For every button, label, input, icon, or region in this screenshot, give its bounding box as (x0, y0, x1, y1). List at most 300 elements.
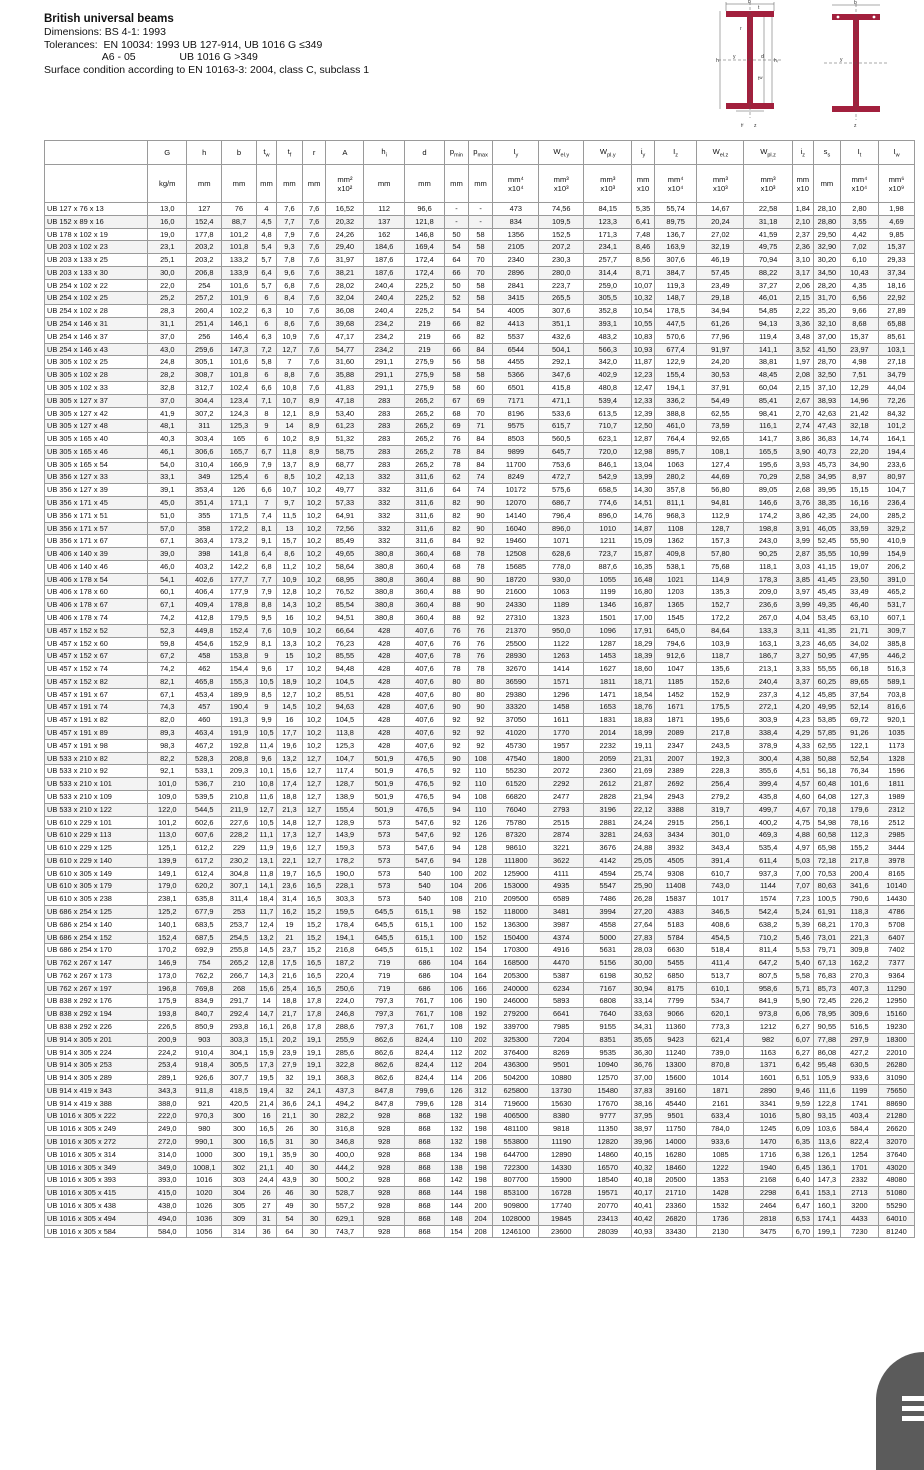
value-cell: 7,9 (277, 228, 303, 241)
value-cell: 547,6 (404, 854, 444, 867)
value-cell: 54,98 (813, 816, 840, 829)
value-cell: 21 (277, 931, 303, 944)
value-cell: 49 (277, 1199, 303, 1212)
value-cell: 8,9 (302, 458, 326, 471)
value-cell: 12,7 (302, 816, 326, 829)
value-cell: 15,2 (302, 918, 326, 931)
value-cell: 104,5 (326, 675, 364, 688)
value-cell: 189,9 (222, 688, 257, 701)
value-cell: 7640 (584, 1008, 632, 1021)
value-cell: 60,58 (813, 829, 840, 842)
value-cell: 82 (445, 509, 469, 522)
column-header-4 (256, 141, 276, 165)
value-cell: 2360 (584, 765, 632, 778)
column-unit-8 (364, 165, 404, 203)
value-cell: 236,6 (744, 599, 792, 612)
value-cell: 920,1 (878, 714, 914, 727)
value-cell: 1940 (744, 1161, 792, 1174)
value-cell: 460 (187, 714, 222, 727)
value-cell: 7,8 (277, 254, 303, 267)
value-cell: 283 (364, 445, 404, 458)
value-cell: 540 (404, 880, 444, 893)
value-cell: 1346 (584, 599, 632, 612)
value-cell: 10940 (584, 1059, 632, 1072)
value-cell: 102 (445, 944, 469, 957)
value-cell: 87320 (493, 829, 539, 842)
column-header-20 (813, 141, 840, 165)
value-cell: 12,29 (840, 381, 878, 394)
value-cell: 1085 (697, 1148, 744, 1161)
value-cell: 243,0 (744, 535, 792, 548)
designation-cell: UB 914 x 305 x 201 (45, 1033, 148, 1046)
value-cell: 26620 (878, 1123, 914, 1136)
column-symbol-subscript: s (827, 152, 831, 159)
value-cell: 1365 (654, 599, 697, 612)
value-cell: 428 (364, 637, 404, 650)
value-cell: 12,39 (632, 407, 654, 420)
value-cell: 32 (277, 1084, 303, 1097)
value-cell: 152 (468, 905, 493, 918)
table-row (45, 522, 915, 535)
value-cell: 428 (364, 739, 404, 752)
value-cell: 21,1 (256, 1161, 276, 1174)
value-cell: 24,00 (840, 509, 878, 522)
value-cell: 6 (256, 471, 276, 484)
value-cell: 2389 (654, 765, 697, 778)
value-cell: 229 (222, 842, 257, 855)
table-row (45, 369, 915, 382)
value-cell: 230,3 (539, 254, 584, 267)
value-cell: 85,41 (744, 394, 792, 407)
value-cell: 18,99 (632, 727, 654, 740)
value-cell: 293,8 (222, 1021, 257, 1034)
table-row (45, 918, 915, 931)
value-cell: 19,11 (632, 739, 654, 752)
designation-cell: UB 914 x 305 x 289 (45, 1072, 148, 1085)
value-cell: 797,3 (364, 1008, 404, 1021)
designation-cell: UB 686 x 254 x 140 (45, 918, 148, 931)
value-cell: 406500 (493, 1110, 539, 1123)
value-cell: 1010 (584, 522, 632, 535)
value-cell: 240,4 (364, 279, 404, 292)
value-cell: 384,7 (654, 266, 697, 279)
value-cell: 21370 (493, 624, 539, 637)
value-cell: 415,8 (539, 381, 584, 394)
value-cell: 11,7 (256, 905, 276, 918)
value-cell: 85,49 (326, 535, 364, 548)
value-cell: 10140 (878, 880, 914, 893)
value-cell: 154,4 (222, 663, 257, 676)
value-cell: 23,7 (277, 944, 303, 957)
value-cell: 457 (187, 701, 222, 714)
value-cell: 216,8 (326, 944, 364, 957)
value-cell: 933,6 (697, 1136, 744, 1149)
value-cell: 89,05 (744, 484, 792, 497)
value-cell: 119,3 (654, 279, 697, 292)
value-cell: 610,1 (697, 982, 744, 995)
value-cell: 61,23 (326, 420, 364, 433)
value-cell: 32,19 (697, 241, 744, 254)
column-symbol: I (673, 146, 676, 156)
value-cell: 12,7 (302, 752, 326, 765)
column-unit: mm (307, 179, 321, 188)
value-cell: 4,23 (792, 714, 813, 727)
value-cell: 2,15 (792, 381, 813, 394)
value-cell: 19,4 (256, 1084, 276, 1097)
value-cell: 847,8 (364, 1084, 404, 1097)
table-row (45, 458, 915, 471)
value-cell: 254,5 (222, 931, 257, 944)
value-cell: 217,8 (697, 727, 744, 740)
value-cell: 584,0 (148, 1225, 187, 1238)
value-cell: 573 (364, 842, 404, 855)
value-cell: 644700 (493, 1148, 539, 1161)
value-cell: 7,6 (302, 356, 326, 369)
value-cell: 2477 (539, 790, 584, 803)
value-cell: 106 (445, 982, 469, 995)
value-cell: 187,6 (364, 266, 404, 279)
value-cell: 921 (187, 1097, 222, 1110)
value-cell: 37,34 (878, 266, 914, 279)
value-cell: 7,6 (302, 343, 326, 356)
value-cell: 794,6 (654, 637, 697, 650)
value-cell: 23,6 (277, 880, 303, 893)
value-cell: 12,23 (632, 369, 654, 382)
value-cell: 14,8 (277, 816, 303, 829)
value-cell: 7799 (654, 995, 697, 1008)
designation-cell: UB 305 x 127 x 42 (45, 407, 148, 420)
value-cell: 687,5 (187, 931, 222, 944)
value-cell: 12,1 (277, 407, 303, 420)
value-cell: 3,11 (792, 624, 813, 637)
value-cell: 122,8 (813, 1097, 840, 1110)
value-cell: 272,0 (148, 1136, 187, 1149)
value-cell: 207,2 (539, 241, 584, 254)
column-unit: mm (377, 179, 391, 188)
value-cell: 811,1 (654, 496, 697, 509)
value-cell: 7985 (539, 1021, 584, 1034)
value-cell: 8249 (493, 471, 539, 484)
value-cell: 4433 (840, 1212, 878, 1225)
value-cell: 82 (468, 330, 493, 343)
value-cell: 90 (468, 599, 493, 612)
value-cell: 8,9 (302, 407, 326, 420)
value-cell: 24,8 (148, 356, 187, 369)
value-cell: 928 (364, 1199, 404, 1212)
value-cell: 19460 (493, 535, 539, 548)
value-cell: 9 (256, 701, 276, 714)
designation-cell: UB 457 x 152 x 60 (45, 637, 148, 650)
value-cell: 227,6 (222, 816, 257, 829)
value-cell: 15,7 (277, 535, 303, 548)
table-row (45, 292, 915, 305)
column-unit-3 (222, 165, 257, 203)
value-cell: 1458 (539, 701, 584, 714)
value-cell: 78 (445, 663, 469, 676)
value-cell: 10,2 (302, 663, 326, 676)
value-cell: 300 (222, 1110, 257, 1123)
column-symbol-subscript: el.y (560, 152, 570, 159)
value-cell: 557,2 (326, 1199, 364, 1212)
value-cell: 21,4 (256, 1097, 276, 1110)
value-cell: 16570 (584, 1161, 632, 1174)
value-cell: 11350 (584, 1123, 632, 1136)
value-cell: 2105 (493, 241, 539, 254)
value-cell: 125,3 (326, 739, 364, 752)
value-cell: 70 (468, 254, 493, 267)
value-cell: 10,2 (302, 573, 326, 586)
value-cell: 1362 (654, 535, 697, 548)
value-cell: 76,34 (840, 765, 878, 778)
value-cell: 119,4 (744, 330, 792, 343)
value-cell: 173,2 (222, 535, 257, 548)
value-cell: 2,08 (792, 369, 813, 382)
value-cell: 30 (302, 1136, 326, 1149)
value-cell: 14,74 (840, 433, 878, 446)
value-cell: 6,7 (256, 445, 276, 458)
value-cell: 542,9 (584, 471, 632, 484)
column-symbol-subscript: max (477, 152, 488, 159)
table-row (45, 394, 915, 407)
value-cell: 15,1 (256, 1033, 276, 1046)
value-cell: 279200 (493, 1008, 539, 1021)
value-cell: 16,35 (632, 560, 654, 573)
value-cell: 40,42 (632, 1212, 654, 1225)
value-cell: 265,2 (404, 458, 444, 471)
designation-cell: UB 914 x 419 x 388 (45, 1097, 148, 1110)
value-cell: 27,20 (632, 905, 654, 918)
value-cell: 16,5 (302, 969, 326, 982)
value-cell: 21,3 (277, 803, 303, 816)
value-cell: 481100 (493, 1123, 539, 1136)
value-cell: 15630 (539, 1097, 584, 1110)
column-symbol: I (513, 146, 516, 156)
value-cell: 12,7 (302, 803, 326, 816)
value-cell: 76040 (493, 803, 539, 816)
value-cell: 125900 (493, 867, 539, 880)
column-unit: mm (636, 174, 650, 184)
value-cell: 92 (468, 727, 493, 740)
value-cell: 25,90 (632, 880, 654, 893)
value-cell: 32670 (493, 663, 539, 676)
table-row (45, 765, 915, 778)
value-cell: 90 (445, 701, 469, 714)
column-multiplier: x10⁴ (851, 183, 868, 193)
value-cell: 12,98 (632, 445, 654, 458)
value-cell: 246000 (493, 995, 539, 1008)
value-cell: 633,4 (697, 1110, 744, 1123)
value-cell: 54,49 (697, 394, 744, 407)
value-cell: 553800 (493, 1136, 539, 1149)
designation-cell: UB 305 x 102 x 25 (45, 356, 148, 369)
value-cell: 219 (404, 343, 444, 356)
dim-label-tw: tᵂ (758, 76, 763, 82)
value-cell: 45,73 (813, 458, 840, 471)
designation-cell: UB 406 x 178 x 67 (45, 599, 148, 612)
value-cell: 2,10 (792, 215, 813, 228)
value-cell: 824,4 (404, 1033, 444, 1046)
value-cell: 27,64 (632, 918, 654, 931)
value-cell: 152,7 (697, 599, 744, 612)
value-cell: 133,9 (222, 266, 257, 279)
value-cell: 6,4 (256, 266, 276, 279)
column-multiplier: x10⁹ (888, 183, 905, 193)
table-row (45, 1021, 915, 1034)
value-cell: 178,8 (222, 599, 257, 612)
value-cell: 30,0 (148, 266, 187, 279)
value-cell: 2072 (539, 765, 584, 778)
value-cell: 8,4 (277, 292, 303, 305)
value-cell: 9,46 (792, 1084, 813, 1097)
value-cell: 94 (445, 854, 469, 867)
value-cell: 46,19 (697, 254, 744, 267)
value-cell: 17,3 (256, 1059, 276, 1072)
value-cell: 200,4 (840, 867, 878, 880)
value-cell: 607,1 (878, 612, 914, 625)
value-cell: 92 (445, 765, 469, 778)
value-cell: 28,80 (813, 215, 840, 228)
table-row (45, 944, 915, 957)
value-cell: 407,6 (404, 650, 444, 663)
value-cell: 38,97 (632, 1123, 654, 1136)
value-cell: 18460 (654, 1161, 697, 1174)
value-cell: 282,2 (326, 1110, 364, 1123)
value-cell: 14,96 (840, 394, 878, 407)
value-cell: 8165 (878, 867, 914, 880)
value-cell: 607,6 (187, 829, 222, 842)
table-row (45, 279, 915, 292)
value-cell: 769,8 (187, 982, 222, 995)
value-cell: 11,8 (277, 445, 303, 458)
value-cell: 255,8 (222, 944, 257, 957)
value-cell: 84 (468, 445, 493, 458)
value-cell: 647,2 (744, 957, 792, 970)
value-cell: 360,4 (404, 573, 444, 586)
value-cell: 41,59 (744, 228, 792, 241)
value-cell: 68,95 (326, 573, 364, 586)
value-cell: 4005 (493, 305, 539, 318)
value-cell: 2,70 (792, 407, 813, 420)
value-cell: 58 (468, 292, 493, 305)
value-cell: 332 (364, 484, 404, 497)
value-cell: 198 (468, 1136, 493, 1149)
value-cell: 92 (445, 829, 469, 842)
value-cell: 16,5 (302, 957, 326, 970)
value-cell: 164,1 (878, 433, 914, 446)
value-cell: 61,91 (813, 905, 840, 918)
value-cell: 68,77 (326, 458, 364, 471)
designation-cell: UB 254 x 146 x 37 (45, 330, 148, 343)
value-cell: 34,02 (840, 637, 878, 650)
value-cell: 928 (364, 1225, 404, 1238)
value-cell: 973,8 (744, 1008, 792, 1021)
value-cell: 8,8 (256, 599, 276, 612)
value-cell: 868 (404, 1212, 444, 1225)
column-header-1 (148, 141, 187, 165)
column-symbol-subscript: y (642, 152, 646, 159)
value-cell: 547,6 (404, 829, 444, 842)
value-cell: 237,3 (744, 688, 792, 701)
value-cell: 72,26 (878, 394, 914, 407)
value-cell: 338,4 (744, 727, 792, 740)
designation-cell: UB 305 x 165 x 54 (45, 458, 148, 471)
value-cell: 13,0 (148, 203, 187, 216)
value-cell: 14,3 (277, 599, 303, 612)
value-cell: 2692 (654, 778, 697, 791)
value-cell: 1770 (539, 727, 584, 740)
value-cell: 10,54 (632, 305, 654, 318)
value-cell: 12,7 (277, 688, 303, 701)
value-cell: 3481 (539, 905, 584, 918)
value-cell: 1173 (878, 739, 914, 752)
value-cell: 13,3 (277, 637, 303, 650)
value-cell: 11,9 (256, 842, 276, 855)
value-cell: 23,97 (840, 343, 878, 356)
value-cell: 620,2 (187, 880, 222, 893)
value-cell: - (468, 215, 493, 228)
value-cell: 132 (445, 1136, 469, 1149)
value-cell: 41,50 (813, 343, 840, 356)
designation-cell: UB 838 x 292 x 176 (45, 995, 148, 1008)
value-cell: 411,4 (697, 957, 744, 970)
value-cell: 12,33 (632, 394, 654, 407)
value-cell: 108 (445, 1008, 469, 1021)
designation-cell: UB 1016 x 305 x 415 (45, 1187, 148, 1200)
column-unit: mm (260, 179, 273, 188)
value-cell: 13300 (654, 1059, 697, 1072)
value-cell: 9,9 (256, 714, 276, 727)
value-cell: 11240 (654, 1046, 697, 1059)
value-cell: 645,5 (364, 931, 404, 944)
value-cell: 10,2 (302, 586, 326, 599)
value-cell: 42,63 (813, 407, 840, 420)
value-cell: 501,9 (364, 803, 404, 816)
value-cell: 7,6 (302, 266, 326, 279)
value-cell: 5,39 (792, 918, 813, 931)
value-cell: 127,4 (697, 458, 744, 471)
value-cell: 116,1 (744, 420, 792, 433)
value-cell: 50,95 (813, 650, 840, 663)
value-cell: 76 (468, 637, 493, 650)
value-cell: 8,68 (840, 318, 878, 331)
value-cell: 566,3 (584, 343, 632, 356)
value-cell: 21,6 (277, 969, 303, 982)
value-cell: 12,7 (302, 790, 326, 803)
value-cell: 824,4 (404, 1059, 444, 1072)
value-cell: 304,1 (222, 1046, 257, 1059)
value-cell: 28,70 (813, 356, 840, 369)
value-cell: 797,3 (364, 995, 404, 1008)
value-cell: 10,2 (302, 548, 326, 561)
value-cell: - (445, 215, 469, 228)
value-cell: 98610 (493, 842, 539, 855)
value-cell: 101,9 (222, 292, 257, 305)
value-cell: 80,63 (813, 880, 840, 893)
value-cell: 4,20 (792, 701, 813, 714)
value-cell: 118,3 (840, 905, 878, 918)
column-unit-10 (445, 165, 469, 203)
value-cell: 153,8 (222, 650, 257, 663)
table-row (45, 829, 915, 842)
value-cell: 253,4 (148, 1059, 187, 1072)
value-cell: 1627 (584, 663, 632, 676)
value-cell: 65,98 (813, 842, 840, 855)
value-cell: 72,56 (326, 522, 364, 535)
value-cell: 56,18 (813, 765, 840, 778)
value-cell: 360,4 (404, 586, 444, 599)
designation-cell: UB 457 x 152 x 74 (45, 663, 148, 676)
value-cell: 15,15 (840, 484, 878, 497)
